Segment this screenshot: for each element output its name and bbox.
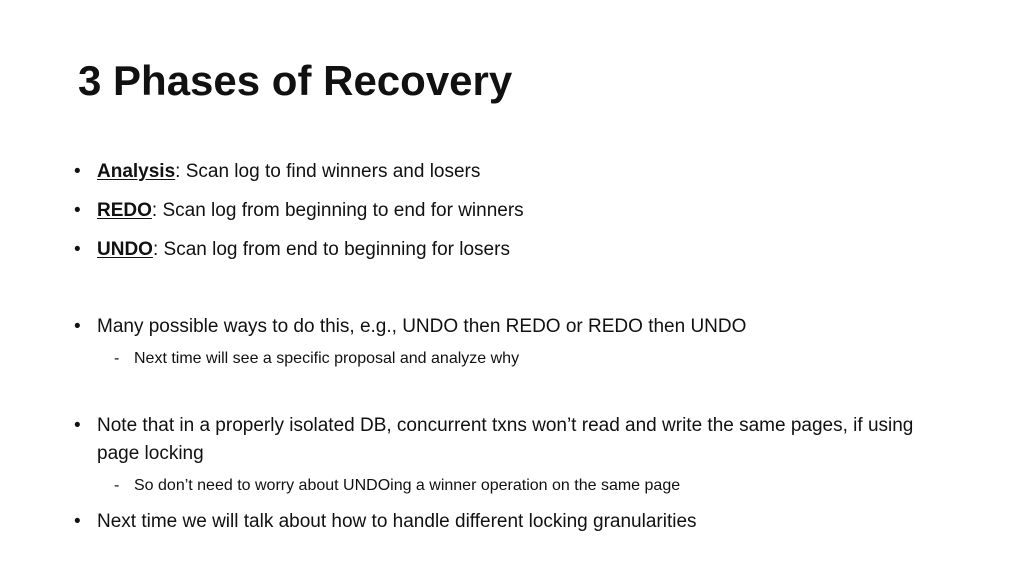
phase-separator: : [151,200,163,221]
bullet-marker: • [74,239,81,260]
slide-title: 3 Phases of Recovery [78,57,513,104]
phase-term-analysis: Analysis [97,161,176,182]
bullet-marker: • [74,415,81,436]
bullet-possible-ways [74,313,954,341]
sub-bullet-marker: - [114,477,120,494]
bullet-text [97,197,954,225]
bullet-redo [74,197,954,225]
bullet-text: Note that in a properly isolated DB, concurrent txns won’t read and write the same pages, if using page locking [97,415,914,464]
sub-bullet-no-undo-worry [114,474,974,498]
bullet-text: Next time we will talk about how to handle different locking granularities [97,511,697,532]
bullet-isolated-db [74,412,954,468]
bullet-marker: • [74,316,81,337]
sub-bullet-text: Next time will see a specific proposal and analyze why [134,350,520,367]
bullet-marker: • [74,161,81,182]
phase-description-analysis: Scan log to find winners and losers [185,161,481,182]
bullet-text: Many possible ways to do this, e.g., UNDO then REDO or REDO then UNDO [97,316,747,337]
phase-term-undo: UNDO [97,239,153,260]
sub-bullet-next-time [114,347,974,371]
bullet-locking-granularities [74,508,954,536]
bullet-text [97,236,954,264]
bullet-text [97,158,954,186]
bullet-undo [74,236,954,264]
bullet-marker: • [74,511,81,532]
bullet-marker: • [74,200,81,221]
sub-bullet-marker: - [114,350,120,367]
sub-bullet-text: So don’t need to worry about UNDOing a winner operation on the same page [134,477,681,494]
phase-description-redo: Scan log from beginning to end for winners [162,200,524,221]
phase-term-redo: REDO [97,200,152,221]
phase-description-undo: Scan log from end to beginning for losers [163,239,510,260]
bullet-analysis [74,158,954,186]
phase-separator: : [152,239,164,260]
phase-separator: : [175,161,186,182]
